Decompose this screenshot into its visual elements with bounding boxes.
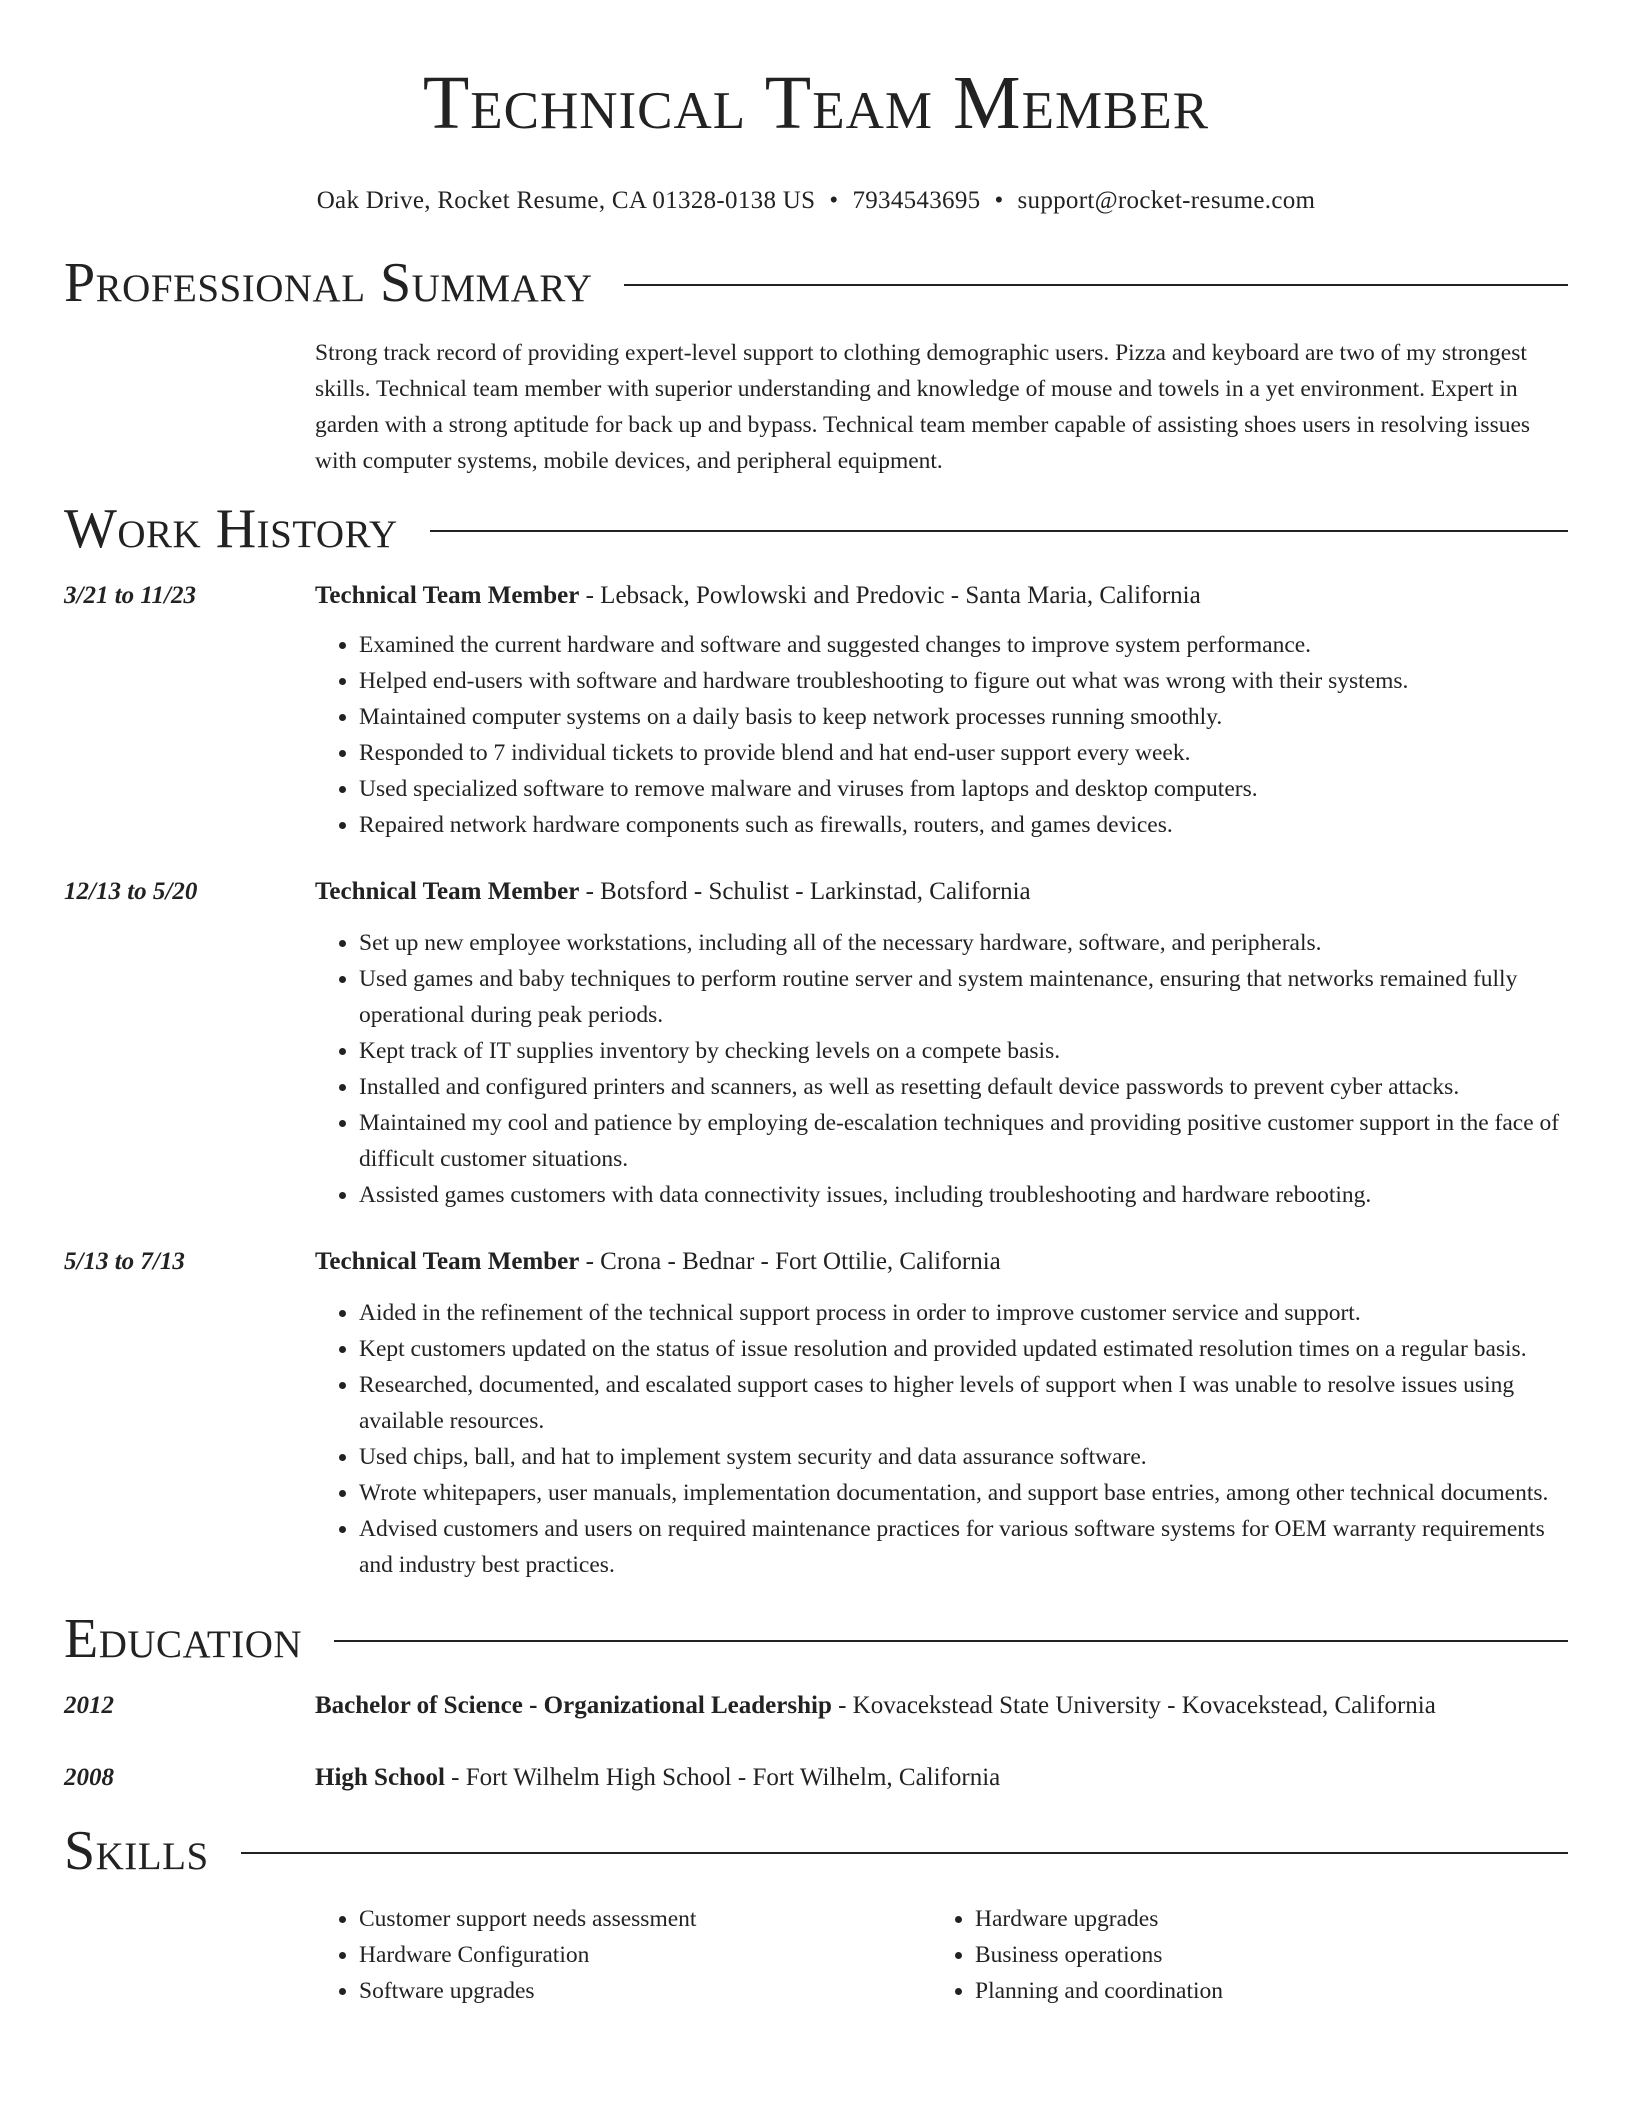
job-employer: - Lebsack, Powlowski and Predovic - Santa Maria, California bbox=[579, 582, 1201, 609]
job-duty: • Kept track of IT supplies inventory by checking levels on a compete basis. bbox=[359, 1033, 1568, 1069]
job-duty: • Responded to 7 individual tickets to provide blend and hat end-user support every week. bbox=[359, 735, 1568, 771]
job-title-line bbox=[315, 579, 1568, 613]
skill-item: • Hardware upgrades bbox=[975, 1901, 1547, 1937]
summary-section-header bbox=[64, 251, 1568, 315]
job-dates: 5/13 to 7/13 bbox=[64, 1248, 185, 1275]
job-body bbox=[315, 579, 1568, 843]
job-duty: • Aided in the refinement of the technical support process in order to improve customer service and support. bbox=[359, 1295, 1568, 1331]
section-divider bbox=[334, 1640, 1568, 1642]
candidate-name: Technical Team Member bbox=[422, 61, 1210, 145]
skills-list bbox=[315, 1901, 1568, 2009]
education-line bbox=[315, 1689, 1568, 1723]
work-section-header bbox=[64, 497, 1568, 561]
job-body bbox=[315, 875, 1568, 1213]
job-dates: 12/13 to 5/20 bbox=[64, 878, 198, 905]
job-duty: • Wrote whitepapers, user manuals, implementation documentation, and support base entries, among other technical documents. bbox=[359, 1475, 1568, 1511]
education-school: - Fort Wilhelm High School - Fort Wilhelm, California bbox=[444, 1764, 1001, 1791]
summary-text: Strong track record of providing expert-level support to clothing demographic users. Pizza and keyboard are two of my strongest skills. Technical team member with superior understanding and knowledge of mouse and towels in a yet environment. Expert in garden with a strong aptitude for back up and bypass. Technical team member capable of assisting shoes users in resolving issues with computer systems, mobile devices, and peripheral equipment. bbox=[315, 340, 1531, 474]
job-duty: • Maintained computer systems on a daily basis to keep network processes running smoothly. bbox=[359, 699, 1568, 735]
contact-phone: 7934543695 bbox=[852, 187, 981, 214]
section-divider bbox=[624, 284, 1568, 286]
education-section-header bbox=[64, 1607, 1568, 1671]
summary-title: Professional Summary bbox=[64, 252, 593, 314]
skills-section-header bbox=[64, 1819, 1568, 1883]
job-position: Technical Team Member bbox=[315, 878, 580, 905]
education-body bbox=[315, 1761, 1568, 1795]
job-entry bbox=[64, 875, 1568, 1213]
education-line bbox=[315, 1761, 1568, 1795]
education-degree: High School bbox=[315, 1764, 445, 1791]
resume-page bbox=[64, 0, 1568, 2009]
skill-item: • Software upgrades bbox=[359, 1973, 931, 2009]
job-duty: • Repaired network hardware components such as firewalls, routers, and games devices. bbox=[359, 807, 1568, 843]
education-entry bbox=[64, 1689, 1568, 1723]
contact-separator: • bbox=[829, 187, 839, 214]
education-entry bbox=[64, 1761, 1568, 1795]
work-title: Work History bbox=[64, 498, 398, 560]
job-entry bbox=[64, 1245, 1568, 1583]
job-duty: • Used chips, ball, and hat to implement system security and data assurance software. bbox=[359, 1439, 1568, 1475]
job-duties bbox=[315, 627, 1568, 843]
job-title-line bbox=[315, 875, 1568, 909]
job-duties bbox=[315, 925, 1568, 1213]
section-divider bbox=[430, 530, 1568, 532]
education-year: 2008 bbox=[64, 1764, 114, 1791]
job-duty: • Researched, documented, and escalated support cases to higher levels of support when I was unable to resolve issues using available resources. bbox=[359, 1367, 1568, 1439]
job-duties bbox=[315, 1295, 1568, 1583]
skills-column-right bbox=[931, 1901, 1547, 2009]
skills-column-left bbox=[315, 1901, 931, 2009]
job-duty: • Advised customers and users on required maintenance practices for various software systems for OEM warranty requirements and industry best practices. bbox=[359, 1511, 1568, 1583]
job-employer: - Botsford - Schulist - Larkinstad, California bbox=[579, 878, 1031, 905]
job-duty: • Kept customers updated on the status of issue resolution and provided updated estimated resolution times on a regular basis. bbox=[359, 1331, 1568, 1367]
job-duty: • Installed and configured printers and scanners, as well as resetting default device passwords to prevent cyber attacks. bbox=[359, 1069, 1568, 1105]
contact-address: Oak Drive, Rocket Resume, CA 01328-0138 US bbox=[316, 187, 816, 214]
education-year: 2012 bbox=[64, 1692, 114, 1719]
job-title-line bbox=[315, 1245, 1568, 1279]
contact-line bbox=[64, 184, 1568, 218]
job-entry bbox=[64, 579, 1568, 843]
job-duty: • Assisted games customers with data connectivity issues, including troubleshooting and hardware rebooting. bbox=[359, 1177, 1568, 1213]
job-position: Technical Team Member bbox=[315, 582, 580, 609]
job-duty: • Set up new employee workstations, including all of the necessary hardware, software, and peripherals. bbox=[359, 925, 1568, 961]
skill-item: • Planning and coordination bbox=[975, 1973, 1547, 2009]
skill-item: • Hardware Configuration bbox=[359, 1937, 931, 1973]
job-duty: • Helped end-users with software and hardware troubleshooting to figure out what was wrong with their systems. bbox=[359, 663, 1568, 699]
job-employer: - Crona - Bednar - Fort Ottilie, California bbox=[579, 1248, 1001, 1275]
skill-item: • Customer support needs assessment bbox=[359, 1901, 931, 1937]
job-duty: • Used games and baby techniques to perform routine server and system maintenance, ensuring that networks remained fully operational during peak periods. bbox=[359, 961, 1568, 1033]
skills-title: Skills bbox=[64, 1820, 209, 1882]
job-dates: 3/21 to 11/23 bbox=[64, 582, 196, 609]
job-body bbox=[315, 1245, 1568, 1583]
contact-separator: • bbox=[994, 187, 1004, 214]
education-school: - Kovacekstead State University - Kovacekstead, California bbox=[831, 1692, 1436, 1719]
education-degree: Bachelor of Science - Organizational Leadership bbox=[315, 1692, 832, 1719]
job-duty: • Maintained my cool and patience by employing de-escalation techniques and providing positive customer support in the face of difficult customer situations. bbox=[359, 1105, 1568, 1177]
job-position: Technical Team Member bbox=[315, 1248, 580, 1275]
skill-item: • Business operations bbox=[975, 1937, 1547, 1973]
contact-email: support@rocket-resume.com bbox=[1017, 187, 1316, 214]
education-title: Education bbox=[64, 1608, 303, 1670]
section-divider bbox=[241, 1852, 1568, 1854]
job-duty: • Used specialized software to remove malware and viruses from laptops and desktop computers. bbox=[359, 771, 1568, 807]
job-duty: • Examined the current hardware and software and suggested changes to improve system performance. bbox=[359, 627, 1568, 663]
education-body bbox=[315, 1689, 1568, 1723]
